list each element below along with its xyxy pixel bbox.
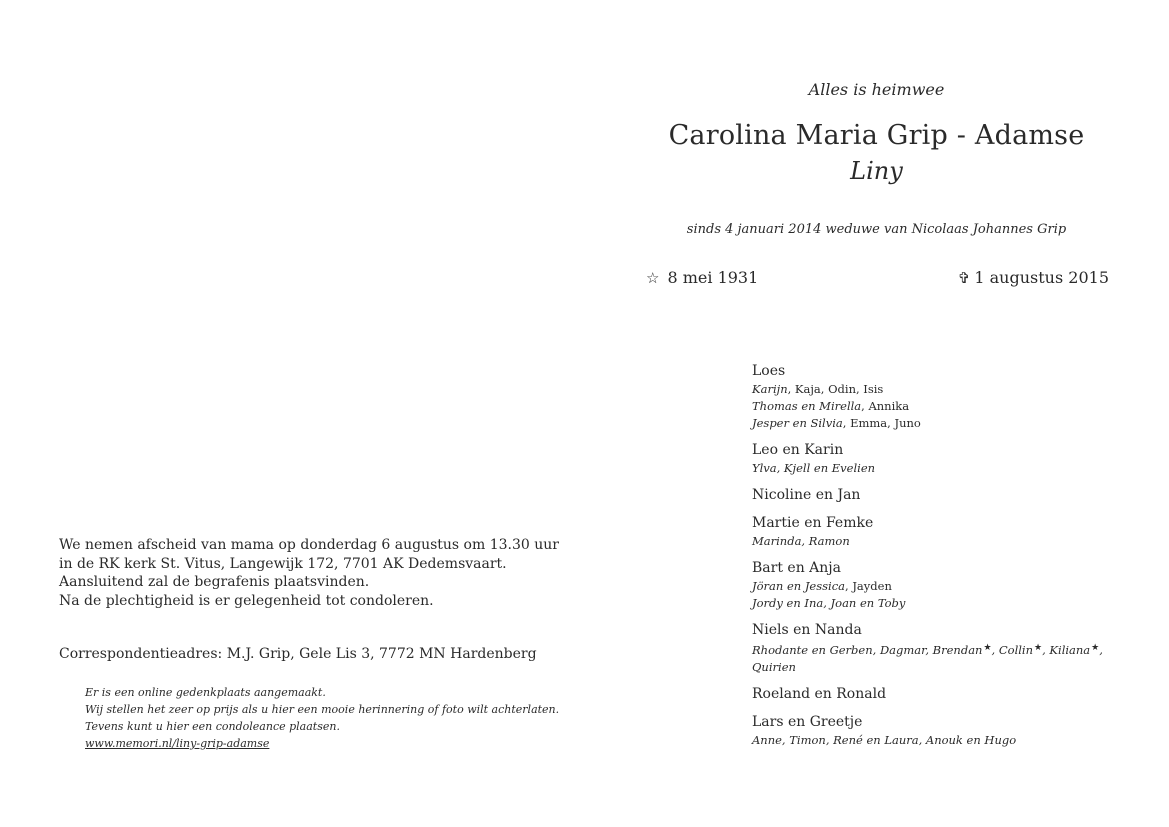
online-line: Wij stellen het zeer op prijs als u hier een mooie herinnering of foto wilt achterlaten.: [85, 703, 560, 716]
family-group: [752, 514, 1112, 550]
family-members: [752, 398, 1112, 415]
family-couple: Anne, Timon, René en Laura, Anouk en Hugo: [752, 733, 1017, 747]
star-icon: ☆: [646, 269, 660, 287]
online-line: Er is een online gedenkplaats aangemaakt.: [85, 686, 326, 699]
family-group: [752, 621, 1112, 676]
family-head: Martie en Femke: [752, 515, 874, 531]
family-group: [752, 486, 1112, 505]
family-child: , Kiliana: [1042, 643, 1091, 657]
family-couple: Thomas en Mirella: [752, 399, 862, 413]
memorial-link[interactable]: www.memori.nl/liny-grip-adamse: [85, 737, 270, 750]
deceased-name: Carolina Maria Grip - Adamse: [668, 120, 1085, 151]
family-members: [752, 732, 1112, 749]
family-child: Quirien: [752, 660, 796, 674]
cross-icon: ✞: [957, 269, 971, 287]
family-group: [752, 441, 1112, 477]
family-children: , Annika: [861, 399, 910, 413]
birth-date: [646, 268, 758, 287]
family-couple: Jöran en Jessica: [752, 579, 846, 593]
deceased-star-icon: ★: [1034, 643, 1043, 653]
family-members: [752, 595, 1112, 612]
family-members: [752, 578, 1112, 595]
family-children: , Kaja, Odin, Isis: [787, 382, 884, 396]
deceased-star-icon: ★: [983, 643, 992, 653]
deceased-nickname: Liny: [850, 157, 903, 185]
correspondence-address: Correspondentieadres: M.J. Grip, Gele Lis 3, 7772 MN Hardenberg: [59, 646, 537, 662]
family-head: Niels en Nanda: [752, 622, 862, 638]
ceremony-line: Na de plechtigheid is er gelegenheid tot condoleren.: [59, 592, 434, 609]
family-group: [752, 685, 1112, 704]
family-couple: Jordy en Ina, Joan en Toby: [752, 596, 906, 610]
family-members: [752, 381, 1112, 398]
family-head: Lars en Greetje: [752, 714, 863, 730]
widow-line: sinds 4 januari 2014 weduwe van Nicolaas Johannes Grip: [686, 222, 1067, 237]
ceremony-line: in de RK kerk St. Vitus, Langewijk 172, 7701 AK Dedemsvaart.: [59, 555, 507, 572]
family-head: Bart en Anja: [752, 560, 841, 576]
online-memorial-note: [85, 684, 559, 752]
family-couple: Marinda, Ramon: [752, 534, 850, 548]
family-children: , Jayden: [845, 579, 892, 593]
family-child: , Collin: [991, 643, 1034, 657]
family-members: [752, 415, 1112, 432]
family-couple: Karijn: [752, 382, 788, 396]
family-couple: Jesper en Silvia: [752, 416, 843, 430]
family-members: [752, 640, 1112, 659]
family-members: [752, 659, 1112, 676]
family-members: [752, 460, 1112, 477]
death-date: [958, 268, 1109, 287]
online-line: Tevens kunt u hier een condoleance plaatsen.: [85, 720, 340, 733]
family-list: [752, 362, 1112, 758]
family-head: Roeland en Ronald: [752, 686, 887, 702]
family-children: , Emma, Juno: [842, 416, 921, 430]
motto: Alles is heimwee: [808, 80, 945, 99]
family-couple: Ylva, Kjell en Evelien: [752, 461, 876, 475]
birth-date-text: 8 mei 1931: [667, 268, 759, 287]
deceased-star-icon: ★: [1091, 643, 1100, 653]
family-group: [752, 559, 1112, 612]
family-head: Nicoline en Jan: [752, 487, 861, 503]
family-head: Loes: [752, 363, 786, 379]
family-group: [752, 713, 1112, 749]
ceremony-text: [59, 536, 579, 610]
family-couple: Rhodante en Gerben, Dagmar, Brendan: [752, 643, 983, 657]
family-members: [752, 533, 1112, 550]
ceremony-line: We nemen afscheid van mama op donderdag 6 augustus om 13.30 uur: [59, 537, 559, 553]
family-head: Leo en Karin: [752, 442, 844, 458]
ceremony-line: Aansluitend zal de begrafenis plaatsvinden.: [59, 574, 370, 590]
family-group: [752, 362, 1112, 432]
death-date-text: 1 augustus 2015: [974, 268, 1109, 287]
separator-comma: ,: [1099, 643, 1103, 657]
